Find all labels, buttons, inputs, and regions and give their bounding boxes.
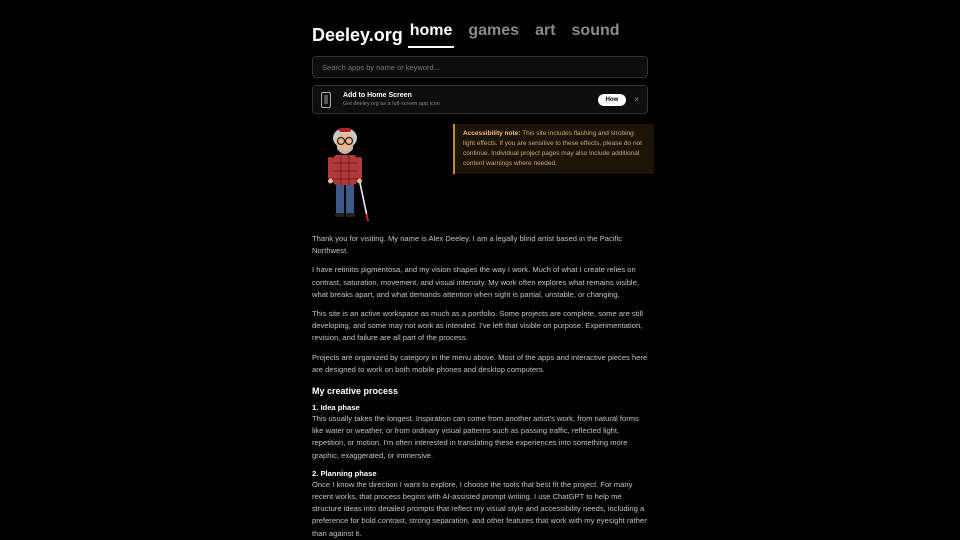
nav-games[interactable]: games [468, 22, 520, 39]
site-brand[interactable]: Deeley.org [312, 25, 403, 45]
how-button[interactable]: How [598, 94, 627, 106]
search-input[interactable] [320, 62, 640, 73]
hero [312, 124, 648, 228]
nav-art[interactable]: art [535, 22, 556, 39]
process-phase [312, 468, 648, 540]
main-nav [408, 18, 622, 48]
add-to-home-title: Add to Home Screen [343, 92, 412, 99]
artist-avatar-illustration [324, 127, 374, 223]
add-to-home-text [343, 91, 598, 108]
intro-paragraph: This site is an active workspace as much as a portfolio. Some projects are complete, some are still developing, and some may not work as intended. I've left that visible on purpose. Experimentation, revision, and failure are all part of the process. [312, 309, 643, 343]
accessibility-note-text: This site includes flashing and strobing light effects. If you are sensitive to these effects, please do not continue. Individual project pages may also include additional content warnings where needed. [463, 130, 642, 167]
phase-title: 1. Idea phase [312, 403, 360, 413]
phase-title: 2. Planning phase [312, 468, 377, 478]
phone-icon [321, 92, 331, 108]
close-icon[interactable]: × [634, 95, 639, 104]
process-heading: My creative process [312, 386, 399, 397]
phase-text: Once I know the direction I want to explore, I choose the tools that best fit the project. For many recent works, that process begins with AI-assisted prompt writing. I use ChatGPT to help me structure ideas into detailed prompts that reflect my visual style and accessibility needs, including a preference for bold contrast, strong separation, and other features that work with my eyesight rather than against it. [312, 479, 647, 538]
intro-paragraph: I have retinitis pigmentosa, and my vision shapes the way I work. Much of what I create relies on contrast, saturation, movement, and visual intensity. My work often explores what remains visible, what breaks apart, and what demands attention when sight is partial, unstable, or changing. [312, 265, 639, 299]
nav-sound[interactable]: sound [571, 22, 620, 39]
search-box [312, 56, 648, 78]
add-to-home-subtitle: Get deeley.org as a full-screen app icon [343, 101, 440, 107]
site-header [312, 0, 648, 48]
phase-text: This usually takes the longest. Inspiration can come from another artist's work, from natural forms like water or weather, or from ordinary visual patterns such as passing traffic, reflected light, repetition, or motion. I'm often interested in translating these experiences into something more graphic, exaggerated, or immersive. [312, 414, 639, 460]
nav-home[interactable]: home [408, 18, 455, 48]
accessibility-note-label: Accessibility note: [463, 130, 521, 137]
main-content [312, 233, 648, 540]
intro-paragraph: Projects are organized by category in the menu above. Most of the apps and interactive pieces here are designed to work on both mobile phones and desktop computers. [312, 352, 648, 374]
page [312, 0, 648, 540]
accessibility-note [453, 124, 654, 174]
add-to-home-banner [312, 85, 648, 114]
intro-paragraph: Thank you for visiting. My name is Alex Deeley. I am a legally blind artist based in the Pacific Northwest. [312, 234, 623, 256]
process-phase [312, 402, 648, 462]
